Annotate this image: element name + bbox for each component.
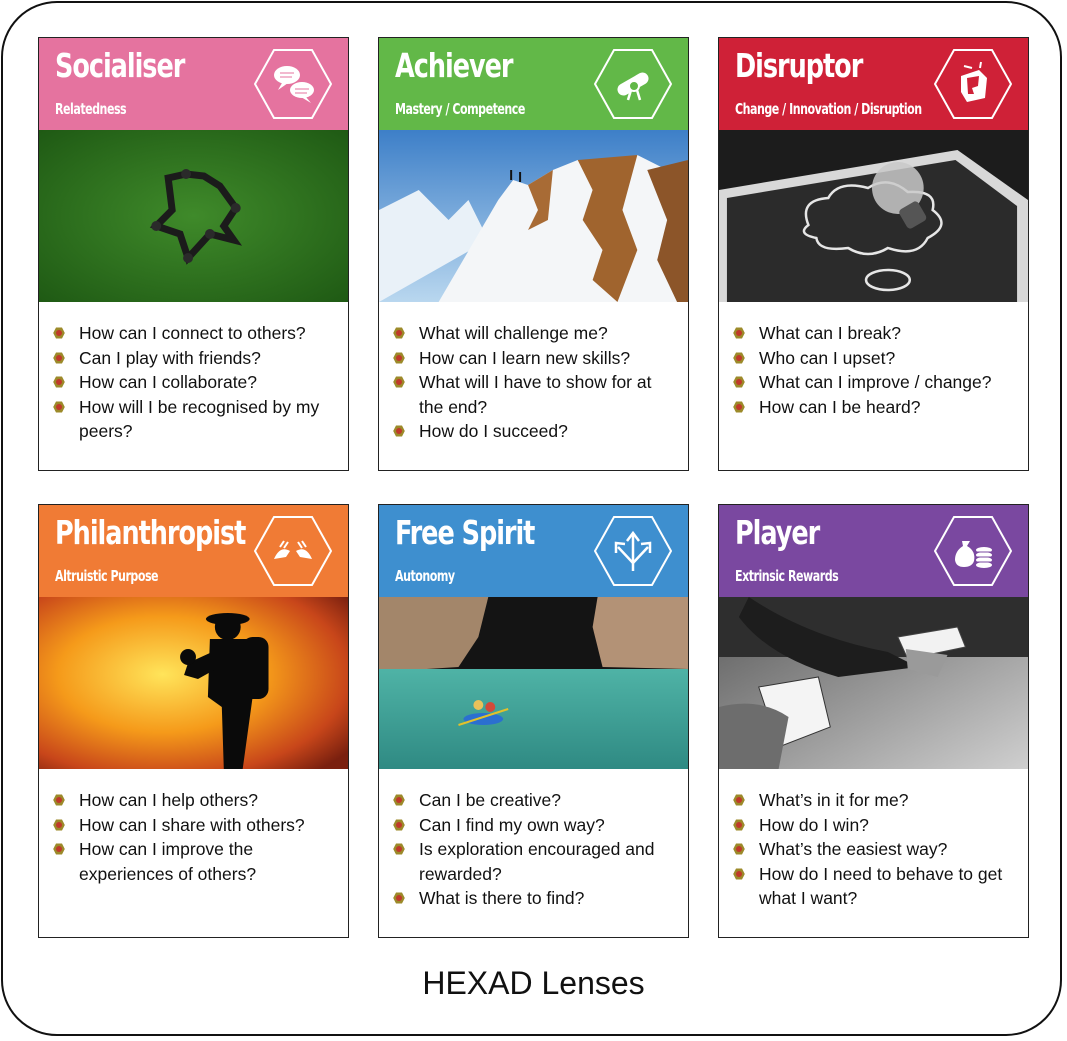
list-item-text: What’s the easiest way? xyxy=(759,839,948,860)
list-item xyxy=(393,788,680,813)
hexagon-bullet-icon xyxy=(53,794,65,806)
list-item xyxy=(393,321,680,346)
list-item-text: Who can I upset? xyxy=(759,347,896,368)
hexagon-bullet-icon xyxy=(393,819,405,831)
list-item-text: Is exploration encouraged and rewarded? xyxy=(419,839,655,884)
question-list xyxy=(379,788,688,911)
list-item xyxy=(393,886,680,911)
card-subtitle: Autonomy xyxy=(395,567,455,585)
hexagon-bullet-icon xyxy=(53,401,65,413)
hexagon-bullet-icon xyxy=(393,425,405,437)
card-player xyxy=(718,504,1029,938)
card-subtitle: Relatedness xyxy=(55,100,127,118)
card-title: Socialiser xyxy=(55,46,185,85)
hexagon-bullet-icon xyxy=(733,352,745,364)
money-bag-and-coins-icon xyxy=(934,515,1012,587)
list-item xyxy=(393,346,680,371)
list-item-text: How can I learn new skills? xyxy=(419,347,631,368)
list-item-text: What will I have to show for at the end? xyxy=(419,372,652,417)
card-title: Disruptor xyxy=(735,46,863,85)
list-item-text: Can I find my own way? xyxy=(419,814,605,835)
list-item xyxy=(733,788,1020,813)
achiever-photo xyxy=(379,130,688,302)
card-title: Player xyxy=(735,513,820,552)
list-item xyxy=(393,419,680,444)
hexagon-bullet-icon xyxy=(733,843,745,855)
list-item-text: How can I be heard? xyxy=(759,396,921,417)
question-list xyxy=(39,788,348,886)
hexagon-bullet-icon xyxy=(53,327,65,339)
list-item-text: What can I break? xyxy=(759,323,902,343)
card-subtitle: Change / Innovation / Disruption xyxy=(735,100,922,118)
hexagon-bullet-icon xyxy=(53,843,65,855)
list-item-text: What is there to find? xyxy=(419,888,585,909)
list-item-text: What’s in it for me? xyxy=(759,790,909,810)
hexagon-bullet-icon xyxy=(393,892,405,904)
list-item xyxy=(733,862,1020,911)
card-title: Achiever xyxy=(395,46,513,85)
list-item xyxy=(733,813,1020,838)
list-item-text: How do I win? xyxy=(759,814,869,835)
card-title: Free Spirit xyxy=(395,513,535,552)
hexagon-bullet-icon xyxy=(53,376,65,388)
hexagon-bullet-icon xyxy=(393,794,405,806)
list-item xyxy=(733,321,1020,346)
hexagon-bullet-icon xyxy=(733,819,745,831)
player-photo xyxy=(719,597,1028,769)
free-spirit-photo xyxy=(379,597,688,769)
list-item xyxy=(53,788,340,813)
list-item-text: Can I play with friends? xyxy=(79,347,261,368)
question-list xyxy=(719,788,1028,911)
list-item xyxy=(393,813,680,838)
list-item-text: How do I succeed? xyxy=(419,421,568,442)
card-subtitle: Mastery / Competence xyxy=(395,100,525,118)
list-item xyxy=(393,370,680,419)
hexagon-bullet-icon xyxy=(53,819,65,831)
list-item-text: How can I connect to others? xyxy=(79,323,306,343)
card-achiever xyxy=(378,37,689,471)
hexagon-bullet-icon xyxy=(733,401,745,413)
philanthropist-photo xyxy=(39,597,348,769)
card-free-spirit xyxy=(378,504,689,938)
list-item xyxy=(53,346,340,371)
card-philanthropist xyxy=(38,504,349,938)
list-item-text: How can I collaborate? xyxy=(79,372,258,393)
question-list xyxy=(39,321,348,444)
list-item-text: How will I be recognised by my peers? xyxy=(79,396,320,442)
hexagon-bullet-icon xyxy=(393,376,405,388)
list-item-text: How do I need to behave to get what I want? xyxy=(759,863,1003,909)
list-item xyxy=(53,321,340,346)
card-title: Philanthropist xyxy=(55,513,246,552)
hexagon-bullet-icon xyxy=(53,352,65,364)
question-list xyxy=(719,321,1028,419)
list-item-text: What can I improve / change? xyxy=(759,372,992,393)
broken-box-icon xyxy=(934,48,1012,120)
disruptor-photo xyxy=(719,130,1028,302)
speech-bubbles-icon xyxy=(254,48,332,120)
list-item xyxy=(733,370,1020,395)
list-item xyxy=(733,395,1020,420)
question-list xyxy=(379,321,688,444)
list-item-text: How can I improve the experiences of others? xyxy=(79,839,257,884)
list-item xyxy=(53,813,340,838)
list-item-text: How can I share with others? xyxy=(79,814,305,835)
hexagon-bullet-icon xyxy=(393,352,405,364)
hexagon-bullet-icon xyxy=(733,376,745,388)
hexagon-bullet-icon xyxy=(393,843,405,855)
list-item-text: What will challenge me? xyxy=(419,323,608,343)
hexagon-bullet-icon xyxy=(733,794,745,806)
list-item xyxy=(53,837,340,886)
list-item-text: How can I help others? xyxy=(79,790,258,810)
list-item xyxy=(53,370,340,395)
list-item xyxy=(733,346,1020,371)
list-item xyxy=(733,837,1020,862)
list-item-text: Can I be creative? xyxy=(419,790,562,810)
card-subtitle: Altruistic Purpose xyxy=(55,567,159,585)
list-item xyxy=(53,395,340,444)
card-subtitle: Extrinsic Rewards xyxy=(735,567,839,585)
diverging-arrows-icon xyxy=(594,515,672,587)
list-item xyxy=(393,837,680,886)
socialiser-photo xyxy=(39,130,348,302)
diploma-scroll-icon xyxy=(594,48,672,120)
helping-hands-icon xyxy=(254,515,332,587)
card-socialiser xyxy=(38,37,349,471)
hexagon-bullet-icon xyxy=(733,327,745,339)
diagram-caption: HEXAD Lenses xyxy=(422,965,645,1001)
card-disruptor xyxy=(718,37,1029,471)
hexagon-bullet-icon xyxy=(733,868,745,880)
hexagon-bullet-icon xyxy=(393,327,405,339)
